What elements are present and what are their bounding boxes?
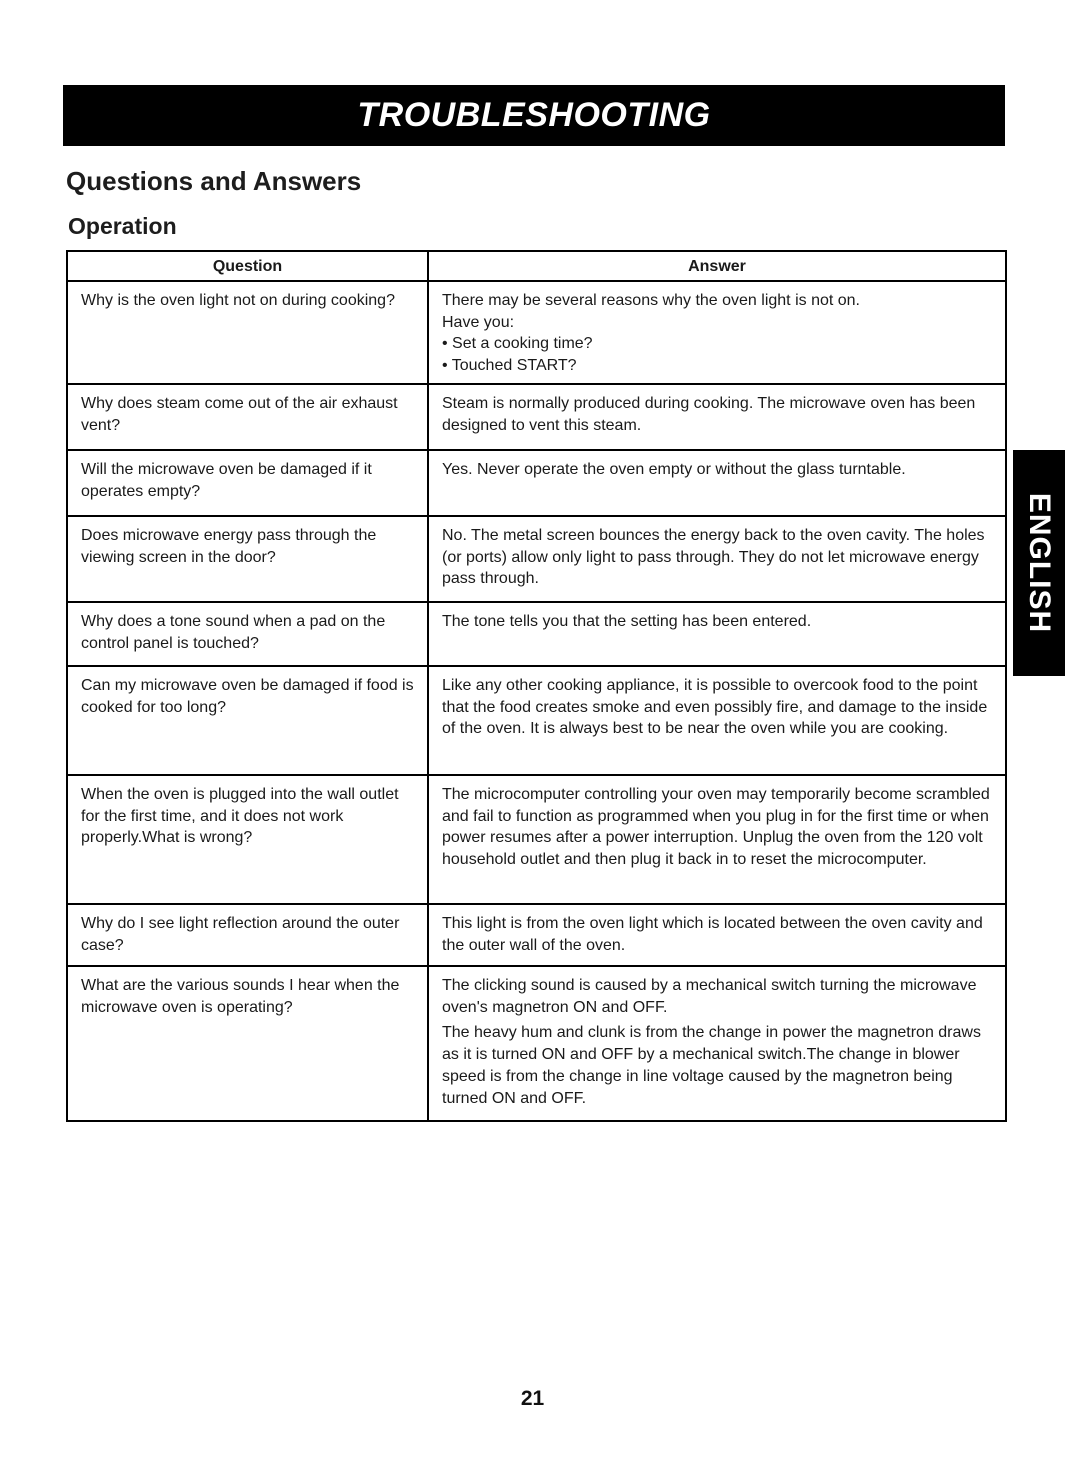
subsection-title: Operation <box>68 213 177 239</box>
table-row <box>67 281 1006 384</box>
question-cell <box>67 666 428 775</box>
banner-title: TROUBLESHOOTING <box>357 96 711 134</box>
answer-cell <box>428 516 1006 602</box>
question-text: Can my microwave oven be damaged if food is cooked for too long? <box>81 677 414 716</box>
table-row <box>67 450 1006 516</box>
answer-text: Have you: <box>442 313 515 331</box>
language-tab-label: ENGLISH <box>1023 492 1057 634</box>
language-tab <box>1013 450 1065 676</box>
question-text: When the oven is plugged into the wall outlet for the first time, and it does not work properly.What is wrong? <box>81 786 399 847</box>
qa-table <box>66 250 1007 1122</box>
answer-text: This light is from the oven light which is located between the oven cavity and the outer wall of the oven. <box>442 915 983 954</box>
answer-text: The heavy hum and clunk is from the change in power the magnetron draws as it is turned ON and OFF by a mechanical switch.The change in blower speed is from the change in line voltage caused by the magnetron being turned ON and OFF. <box>442 1024 981 1107</box>
table-row <box>67 775 1006 904</box>
answer-cell <box>428 384 1006 450</box>
answer-bullet: • Set a cooking time? <box>442 335 593 353</box>
question-text: Will the microwave oven be damaged if it operates empty? <box>81 461 372 500</box>
question-cell <box>67 966 428 1121</box>
question-text: Why does steam come out of the air exhaust vent? <box>81 395 398 434</box>
question-text: Why do I see light reflection around the outer case? <box>81 915 400 954</box>
answer-cell <box>428 666 1006 775</box>
column-header-question: Question <box>67 251 428 281</box>
question-text: Why does a tone sound when a pad on the control panel is touched? <box>81 613 386 652</box>
answer-text: Like any other cooking appliance, it is possible to overcook food to the point that the food creates smoke and even possibly fire, and damage to the inside of the oven. It is always best to be near the oven while you are cooking. <box>442 677 988 738</box>
answer-text: No. The metal screen bounces the energy back to the oven cavity. The holes (or ports) allow only light to pass through. They do not let microwave energy pass through. <box>442 527 985 588</box>
question-cell <box>67 775 428 904</box>
column-header-answer: Answer <box>428 251 1006 281</box>
table-row <box>67 966 1006 1121</box>
answer-cell <box>428 450 1006 516</box>
answer-text: There may be several reasons why the oven light is not on. <box>442 292 860 309</box>
question-text: What are the various sounds I hear when the microwave oven is operating? <box>81 977 400 1016</box>
answer-cell <box>428 966 1006 1121</box>
troubleshooting-banner <box>63 85 1005 146</box>
answer-cell <box>428 602 1006 666</box>
question-cell <box>67 904 428 966</box>
answer-text: The tone tells you that the setting has been entered. <box>442 613 812 630</box>
answer-cell <box>428 775 1006 904</box>
question-cell <box>67 516 428 602</box>
table-row <box>67 602 1006 666</box>
question-cell <box>67 384 428 450</box>
table-row <box>67 516 1006 602</box>
table-row <box>67 904 1006 966</box>
answer-text: Yes. Never operate the oven empty or without the glass turntable. <box>442 461 906 478</box>
section-title: Questions and Answers <box>66 166 362 196</box>
answer-text: Steam is normally produced during cooking. The microwave oven has been designed to vent this steam. <box>442 395 976 434</box>
question-text: Why is the oven light not on during cooking? <box>81 292 395 309</box>
answer-cell <box>428 904 1006 966</box>
answer-cell <box>428 281 1006 384</box>
question-cell <box>67 281 428 384</box>
question-cell <box>67 602 428 666</box>
question-cell <box>67 450 428 516</box>
page-number: 21 <box>520 1387 545 1410</box>
answer-bullet: • Touched START? <box>442 357 577 375</box>
table-header-row <box>67 251 1006 281</box>
question-text: Does microwave energy pass through the viewing screen in the door? <box>81 527 377 566</box>
table-row <box>67 666 1006 775</box>
table-row <box>67 384 1006 450</box>
qa-table-body <box>67 281 1006 1121</box>
answer-text: The microcomputer controlling your oven may temporarily become scrambled and fail to function as programmed when you plug in for the first time or when power resumes after a power interruption. Unplug the oven from the 120 volt household outlet and then plug it back in to reset the microcomputer. <box>442 786 990 869</box>
answer-text: The clicking sound is caused by a mechanical switch turning the microwave oven's magnetron ON and OFF. <box>442 977 977 1016</box>
